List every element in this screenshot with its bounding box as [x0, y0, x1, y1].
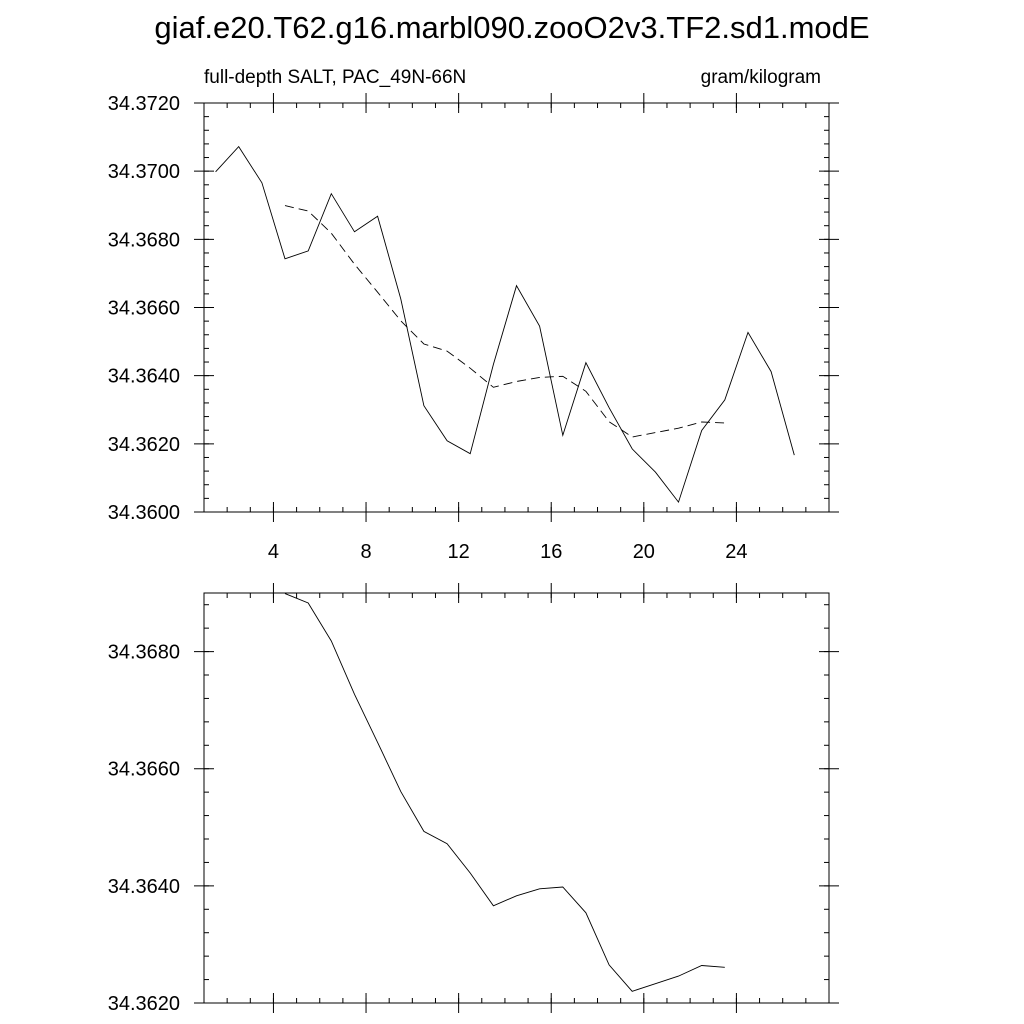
y-tick-label: 34.3680 — [107, 229, 180, 252]
solid-series-line — [285, 594, 725, 992]
y-tick-label: 34.3620 — [107, 433, 180, 456]
y-tick-label: 34.3720 — [107, 93, 180, 115]
y-tick-label: 34.3640 — [107, 365, 180, 388]
y-tick-label: 34.3700 — [107, 161, 180, 184]
y-tick-label: 34.3680 — [107, 641, 180, 664]
y-tick-label: 34.3620 — [107, 993, 180, 1015]
x-tick-label: 16 — [540, 541, 563, 563]
plot-frame — [204, 593, 829, 1003]
dashed-series-line — [285, 206, 725, 437]
x-tick-label: 20 — [632, 541, 655, 563]
solid-series-line — [216, 147, 795, 503]
y-tick-label: 34.3660 — [107, 297, 180, 320]
bottom-panel — [108, 583, 839, 1015]
panel-left-label: full-depth SALT, PAC_49N-66N — [204, 67, 467, 88]
y-tick-label: 34.3640 — [107, 875, 180, 898]
y-tick-label: 34.3600 — [107, 502, 180, 524]
units-label: gram/kilogram — [700, 67, 821, 88]
plot-frame — [204, 103, 829, 512]
chart-title: giaf.e20.T62.g16.marbl090.zooO2v3.TF2.sd1.modE — [154, 10, 870, 45]
y-tick-label: 34.3660 — [107, 758, 180, 781]
x-tick-label: 8 — [360, 541, 372, 563]
top-panel — [108, 67, 839, 563]
x-tick-label: 4 — [267, 541, 280, 563]
x-tick-label: 24 — [725, 541, 748, 563]
x-tick-label: 12 — [447, 541, 470, 563]
